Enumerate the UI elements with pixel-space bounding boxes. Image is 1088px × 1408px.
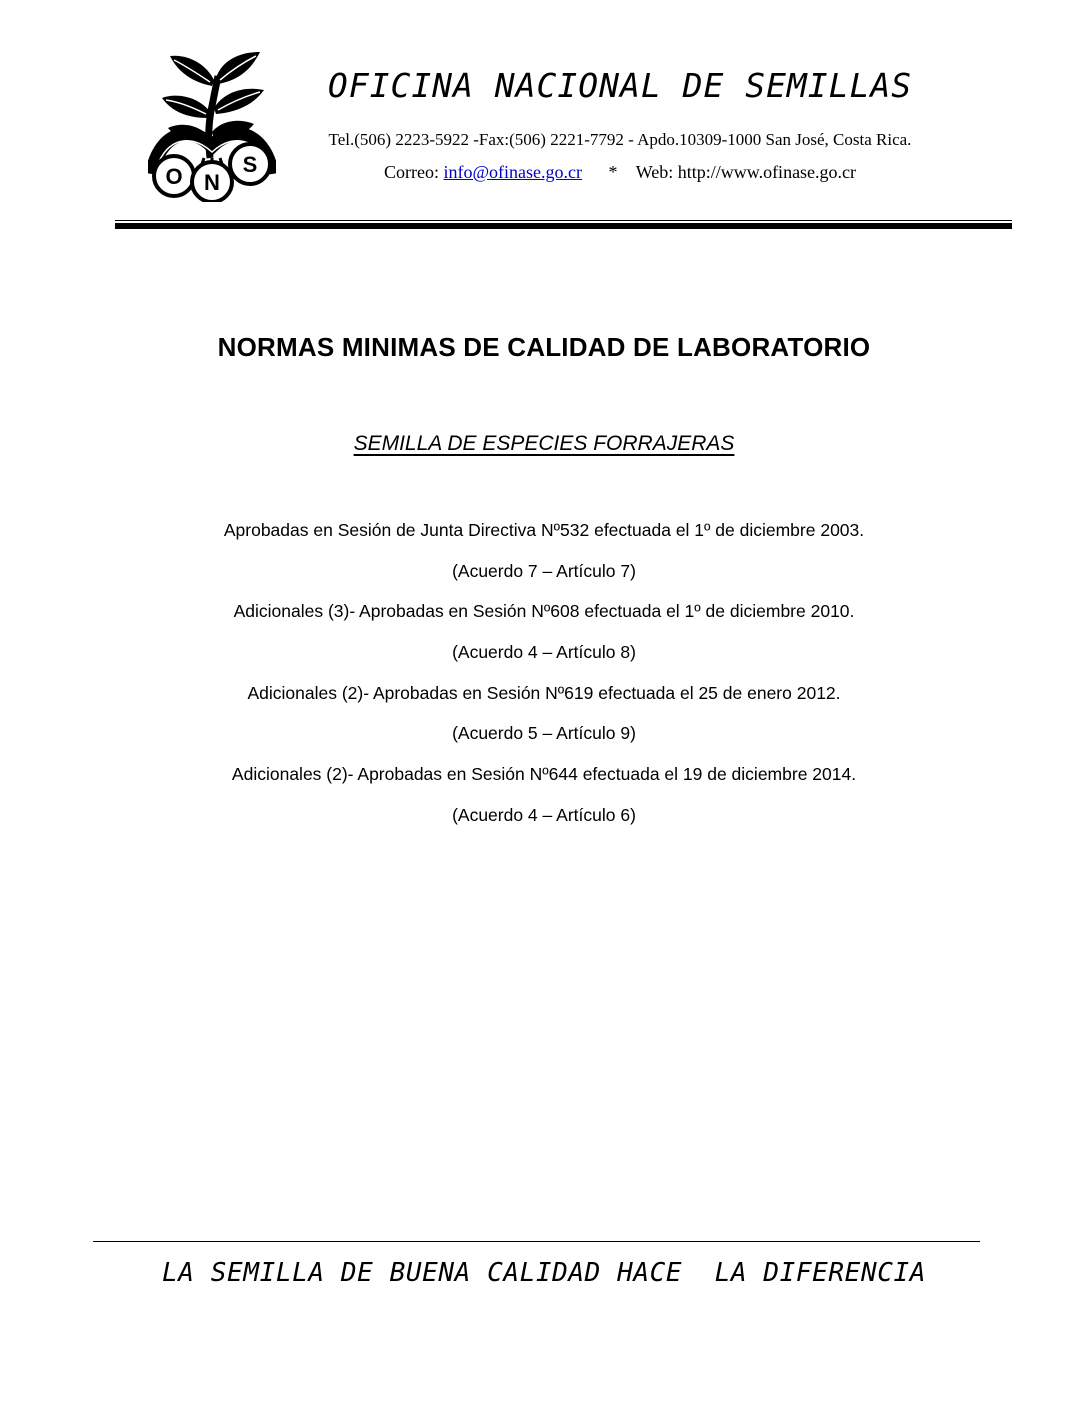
contact-email-web-line [240, 162, 1000, 183]
web-url: http://www.ofinase.go.cr [677, 162, 857, 182]
agreement-line: (Acuerdo 4 – Artículo 6) [452, 804, 636, 825]
web-label: Web: [635, 162, 674, 182]
agreement-line: (Acuerdo 4 – Artículo 8) [452, 642, 636, 663]
footer-slogan: LA SEMILLA DE BUENA CALIDAD HACE LA DIFERENCIA [162, 1258, 926, 1288]
email-label: Correo: [383, 162, 439, 182]
email-link[interactable]: info@ofinase.go.cr [443, 162, 582, 182]
approval-line: Adicionales (2)- Aprobadas en Sesión Nº619 efectuada el 25 de enero 2012. [247, 682, 841, 703]
approval-line: Aprobadas en Sesión de Junta Directiva Nº532 efectuada el 1º de diciembre 2003. [223, 520, 865, 540]
svg-text:S: S [242, 152, 258, 177]
svg-text:N: N [204, 170, 220, 195]
agreement-line: (Acuerdo 5 – Artículo 9) [452, 723, 636, 744]
header-rule-thin [115, 220, 1012, 221]
approval-history [0, 517, 1088, 843]
document-title: NORMAS MINIMAS DE CALIDAD DE LABORATORIO [217, 332, 871, 362]
contact-phone-address-line: Tel.(506) 2223-5922 -Fax:(506) 2221-7792 - Apdo.10309-1000 San José, Costa Rica. [328, 130, 912, 149]
organization-name: OFICINA NACIONAL DE SEMILLAS [327, 66, 913, 105]
document-subtitle: SEMILLA DE ESPECIES FORRAJERAS [353, 432, 735, 455]
footer-rule [93, 1241, 980, 1242]
approval-line: Adicionales (3)- Aprobadas en Sesión Nº608 efectuada el 1º de diciembre 2010. [233, 601, 855, 622]
agreement-line: (Acuerdo 7 – Artículo 7) [452, 560, 636, 581]
header-rule-thick [115, 223, 1012, 229]
separator-star: * [608, 162, 618, 182]
approval-line: Adicionales (2)- Aprobadas en Sesión Nº644 efectuada el 19 de diciembre 2014. [231, 764, 857, 785]
svg-text:O: O [165, 164, 183, 189]
